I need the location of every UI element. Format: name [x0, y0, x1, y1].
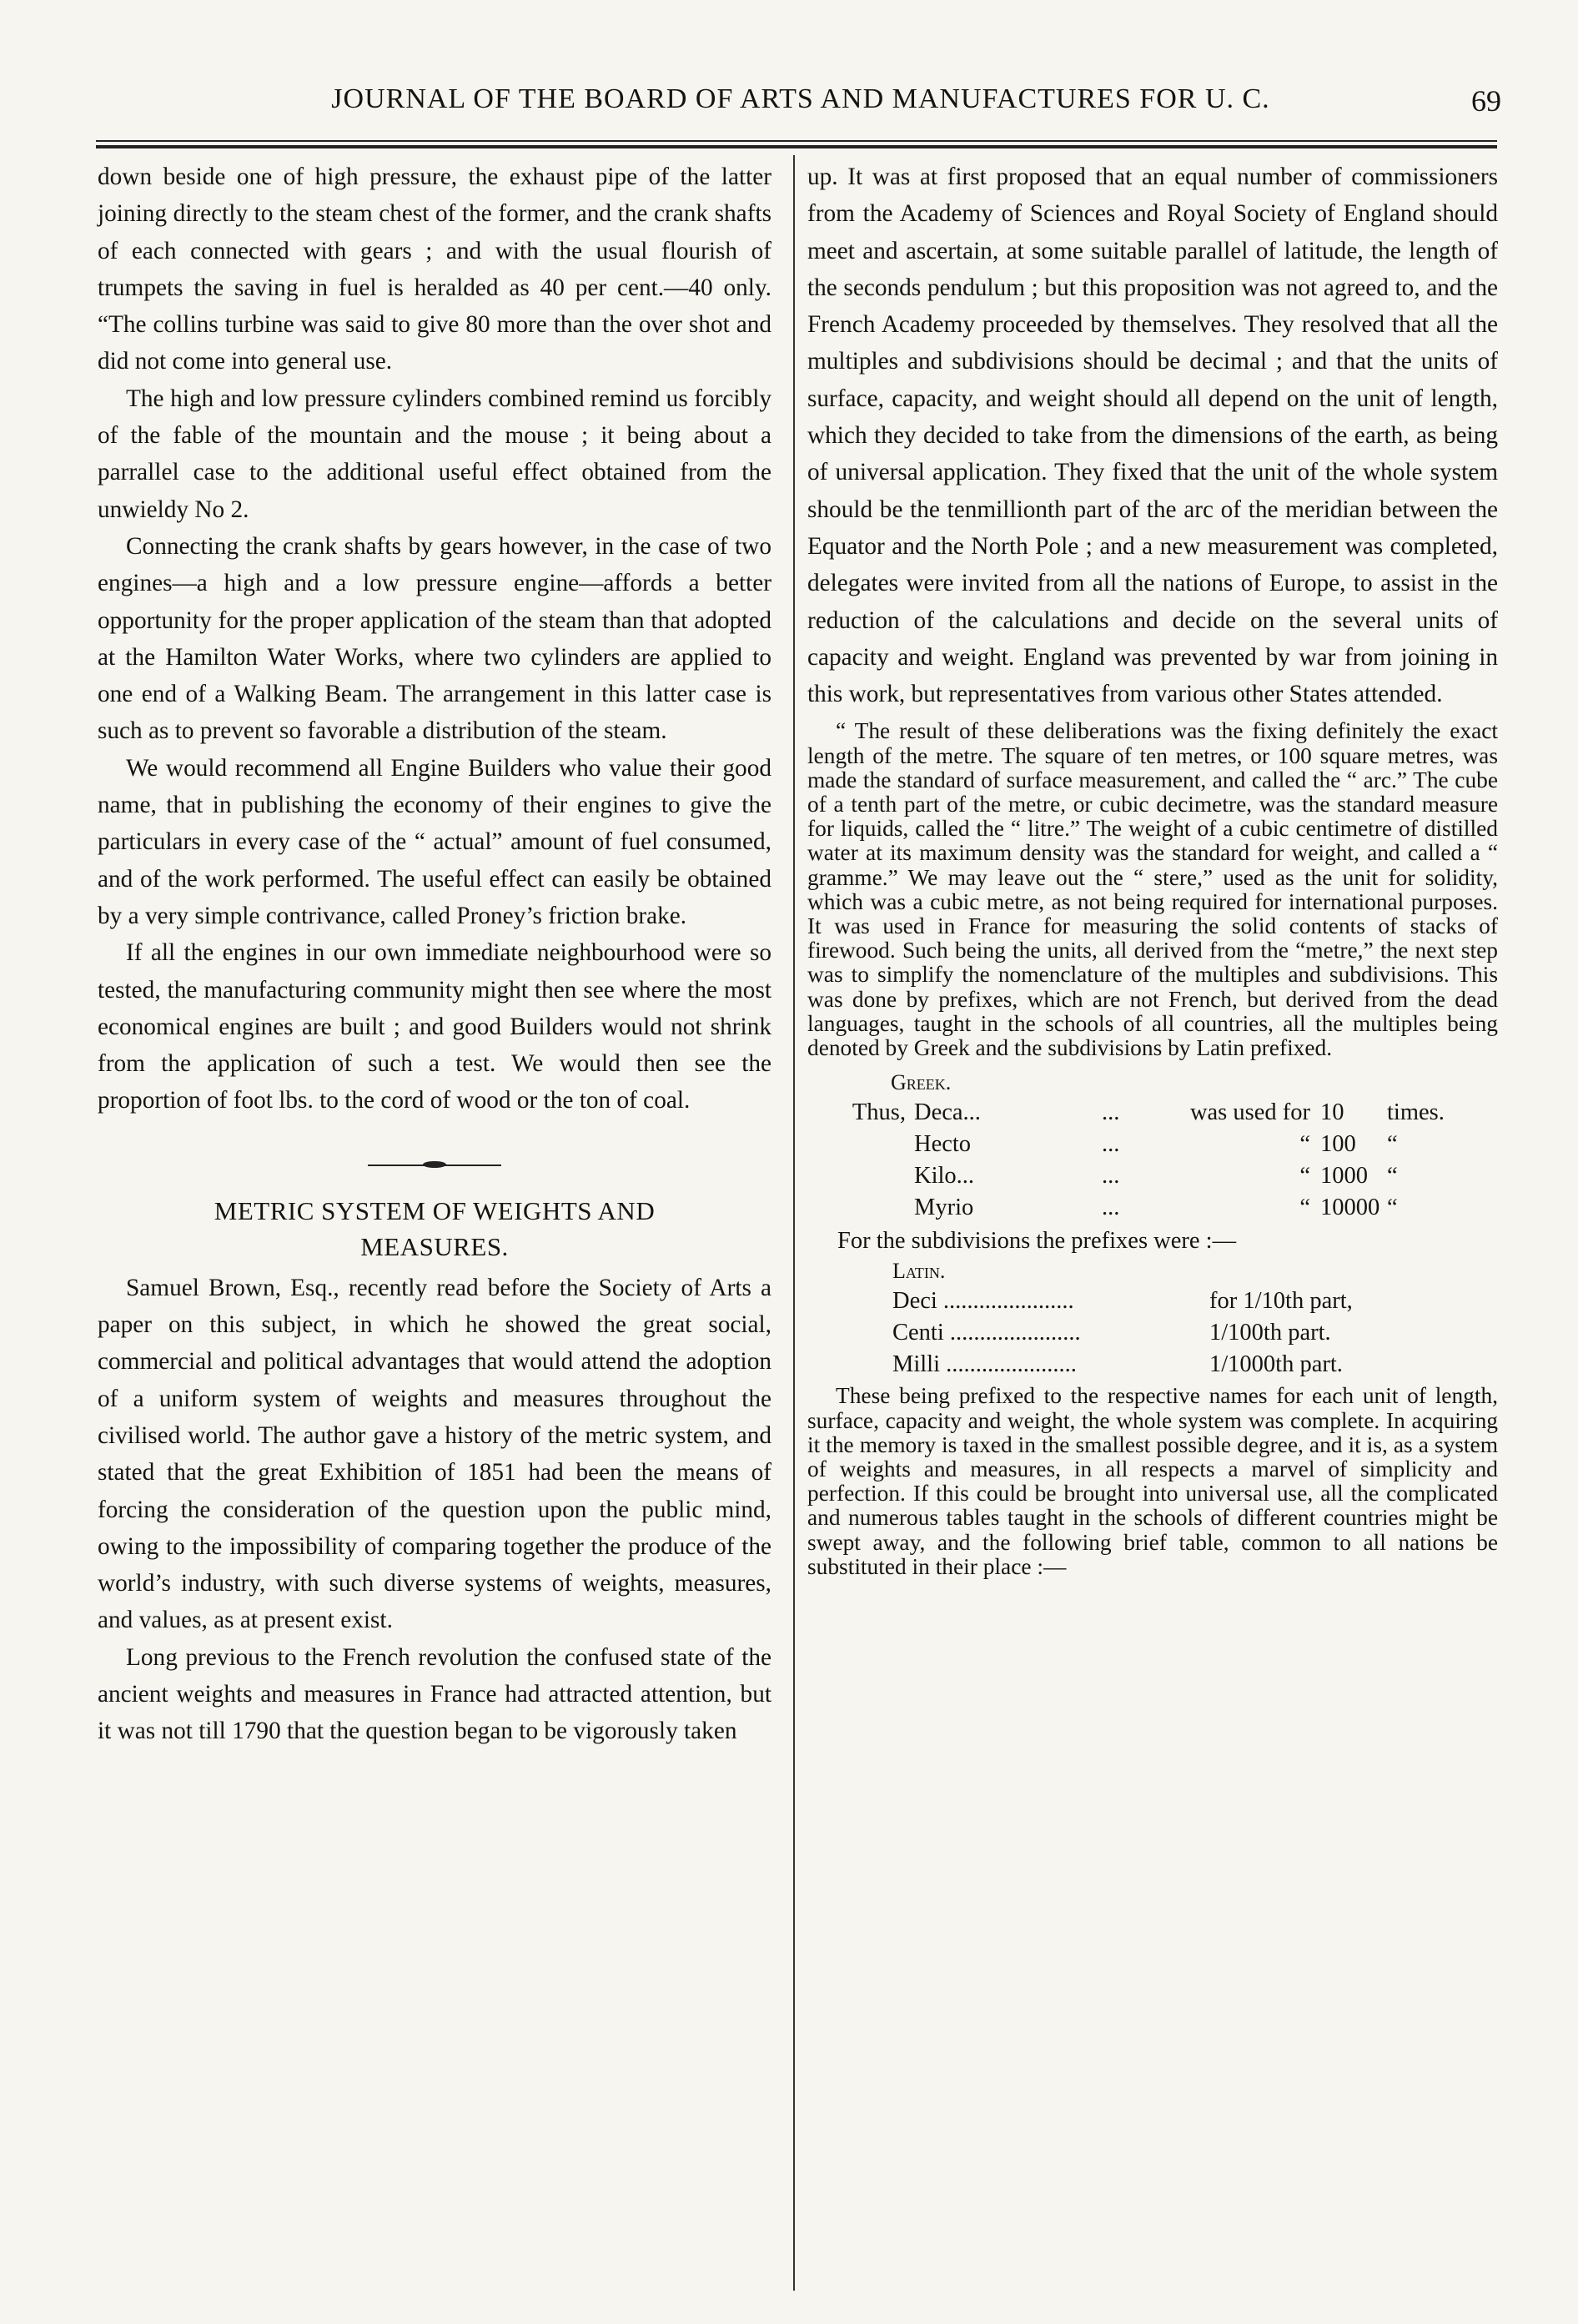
table-row — [892, 1349, 1498, 1381]
paragraph: Long previous to the French revolution the confused state of the ancient weights and measures in France had attracted attention, but it was not till 1790 that the question began to be vigorously taken — [98, 1643, 771, 1745]
row-value: 10 — [1320, 1099, 1344, 1126]
page-number: 69 — [1471, 84, 1501, 118]
row-lead — [807, 1129, 914, 1160]
section-title-line: MEASURES. — [360, 1231, 509, 1261]
right-column — [807, 158, 1498, 1579]
fraction: for 1/10th part, — [1209, 1288, 1353, 1315]
table-row — [807, 1192, 1498, 1224]
row-unit: “ — [1387, 1195, 1398, 1221]
latin-caption: Latin. — [892, 1259, 946, 1284]
row-verb: “ — [1299, 1195, 1310, 1221]
section-title — [98, 1193, 771, 1265]
table-row — [807, 1129, 1498, 1160]
row-unit: times. — [1387, 1099, 1445, 1126]
greek-prefix: Hecto — [914, 1131, 972, 1158]
paragraph: These being prefixed to the respective names for each unit of length, surface, capacity and weight, the whole system was complete. In acquiring it the memory is taxed in the smallest possible degree, and it is, as a system of weights and measures, in all respects a marvel of simplicity and perfection. If this could be brought into universal use, all the complicated and numerous tables taught in the schools of different countries might be swept away, and the following brief table, common to all nations be substituted in their place :— — [807, 1383, 1498, 1579]
paragraph: If all the engines in our own immediate neighbourhood were so tested, the manufacturing community might then see where the most economical engines are built ; and good Builders would not shrink from the application of such a test. We would then see the proportion of foot lbs. to the cord of wood or the ton of coal. — [98, 939, 771, 1114]
column-divider — [793, 155, 795, 2291]
left-column — [98, 158, 771, 1750]
paragraph: up. It was at first proposed that an equal number of commissioners from the Academy of Sciences and Royal Society of England should meet and ascertain, at some suitable parallel of latitude, the length of the seconds pendulum ; but this proposition was not agreed to, and the French Academy proceeded by themselves. They resolved that all the multiples and subdivisions should be decimal ; and that the units of surface, capacity, and weight should all depend on the unit of length, which they decided to take from the dimensions of the earth, as being of universal application. They fixed that the unit of the whole system should be the tenmillionth part of the arc of the meridian between the Equator and the North Pole ; and a new measurement was completed, delegates were invited from all the nations of Europe, to assist in the reduction of the calculations and decide on the several units of capacity and weight. England was prevented by war from joining in this work, but representatives from various other States attended. — [807, 163, 1498, 708]
table-row — [892, 1317, 1498, 1349]
paragraph: The high and low pressure cylinders combined remind us forcibly of the fable of the mountain and the mouse ; it being about a parrallel case to the additional useful effect obtained from the unwieldy No 2. — [98, 385, 771, 523]
row-unit: “ — [1387, 1163, 1398, 1190]
paragraph: Connecting the crank shafts by gears however, in the case of two engines—a high and a low pressure engine—affords a better opportunity for the proper application of the steam than that adopted at the Hamilton Water Works, where two cylinders are applied to one end of a Walking Beam. The arrangement in this latter case is such as to prevent so favorable a distribution of the steam. — [98, 532, 771, 745]
row-value: 1000 — [1320, 1163, 1368, 1190]
quoted-paragraph: “ The result of these deliberations was the fixing definitely the exact length of the metre. The square of ten metres, or 100 square metres, was made the standard of surface measurement, and called the “ arc.” The cube of a tenth part of the metre, or cubic decimetre, was the standard measure for liquids, called the “ litre.” The weight of a cubic centimetre of distilled water at its maximum density was the standard for weight, and called a “ gramme.” We may leave out the “ stere,” used as the unit for solidity, which was a cubic metre, as not being required for international purposes. It was used in France for measuring the solid contents of stacks of firewood. Such being the units, all derived from the “metre,” the next step was to simplify the nomenclature of the multiples and subdivisions. This was done by prefixes, which are not French, but derived from the dead languages, taught in the schools of all countries, all the multiples being denoted by Greek and the subdivisions by Latin prefixed. — [807, 718, 1498, 1061]
fraction: 1/100th part. — [1209, 1320, 1331, 1346]
row-lead — [807, 1160, 914, 1192]
journal-title: JOURNAL OF THE BOARD OF ARTS AND MANUFACTURES FOR U. C. — [331, 83, 1270, 114]
row-lead: Thus, — [852, 1099, 906, 1126]
section-title-line: METRIC SYSTEM OF WEIGHTS AND — [214, 1195, 656, 1225]
running-header — [92, 83, 1510, 133]
header-rule-thick — [96, 145, 1497, 148]
row-verb: “ — [1299, 1131, 1310, 1158]
table-row — [807, 1097, 1498, 1129]
paragraph: Samuel Brown, Esq., recently read before the Society of Arts a paper on this subject, in which he showed the great social, commercial and political advantages that would attend the adoption of a uniform system of weights and measures throughout the civilised world. The author gave a history of the metric system, and stated that the great Exhibition of 1851 had been the means of forcing the consideration of the question upon the public mind, owing to the impossibility of comparing together the produce of the world’s industry, with such diverse systems of weights, measures, and values, as at present exist. — [98, 1274, 771, 1634]
paragraph: down beside one of high pressure, the exhaust pipe of the latter joining directly to the steam chest of the former, and the crank shafts of each connected with gears ; and with the usual flourish of trumpets the saving in fuel is heralded as 40 per cent.—40 only. “The collins turbine was said to give 80 more than the over shot and did not come into general use. — [98, 163, 771, 375]
row-unit: “ — [1387, 1131, 1398, 1158]
leader-dots: ... — [1102, 1195, 1120, 1221]
leader-dots: ... — [1102, 1163, 1120, 1190]
latin-prefixes — [807, 1257, 1498, 1381]
latin-prefix: Centi ...................... — [892, 1320, 1081, 1346]
latin-prefix: Milli ...................... — [892, 1351, 1077, 1378]
greek-prefix: Kilo... — [914, 1163, 975, 1190]
row-value: 100 — [1320, 1131, 1356, 1158]
greek-caption: Greek. — [891, 1070, 952, 1095]
paragraph: We would recommend all Engine Builders who value their good name, that in publishing the economy of their engines to give the particulars in every case of the “ actual” amount of fuel consumed, and of the work performed. The useful effect can easily be obtained by a very simple contrivance, called Proney’s friction brake. — [98, 754, 771, 929]
leader-dots: ... — [1102, 1131, 1120, 1158]
latin-prefix: Deci ...................... — [892, 1288, 1074, 1315]
fraction: 1/1000th part. — [1209, 1351, 1343, 1378]
leader-dots: ... — [1102, 1099, 1120, 1126]
prefix-table — [807, 1069, 1498, 1381]
section-ornament — [368, 1163, 501, 1168]
greek-prefix: Myrio — [914, 1195, 974, 1221]
table-row — [892, 1285, 1498, 1317]
table-row — [807, 1160, 1498, 1192]
row-verb: “ — [1299, 1163, 1310, 1190]
row-value: 10000 — [1320, 1195, 1380, 1221]
subdivisions-intro: For the subdivisions the prefixes were :— — [837, 1228, 1237, 1255]
header-rule-thin — [96, 140, 1497, 142]
row-verb: was used for — [1189, 1099, 1310, 1126]
row-lead — [807, 1192, 914, 1224]
greek-prefix: Deca... — [914, 1099, 981, 1126]
